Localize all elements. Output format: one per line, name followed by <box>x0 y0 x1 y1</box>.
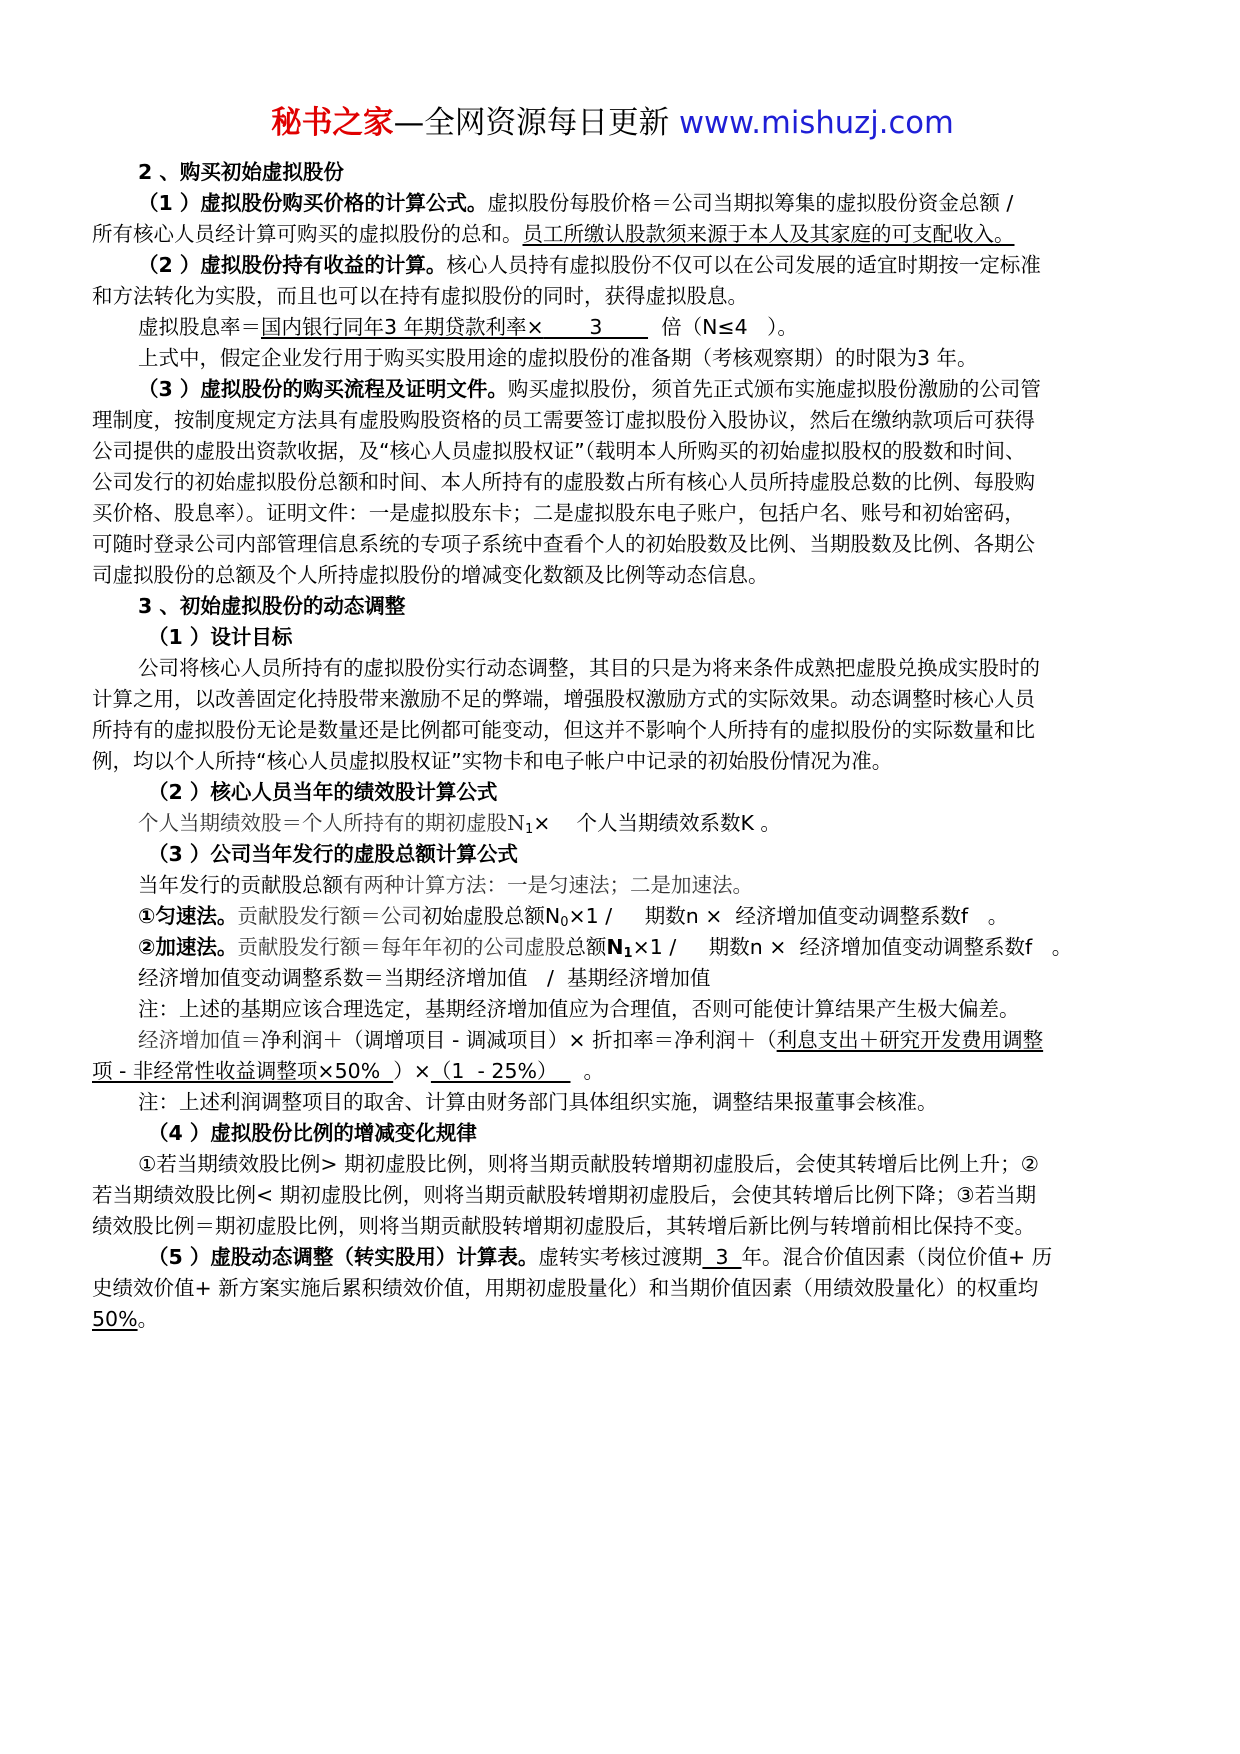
methods-intro <box>138 870 753 900</box>
weight-value: 50% <box>92 1307 138 1331</box>
header-slogan: —全网资源每日更新 <box>393 105 679 141</box>
method-2-title: ②加速法。 <box>138 935 238 959</box>
goal-line-2: 计算之用，以改善固定化持股带来激励不足的弊端，增强股权激励方式的实际效果。动态调整时核心人员 <box>92 687 1035 711</box>
paragraph-1-line-2 <box>92 219 1015 249</box>
method-2-total: 总额 <box>565 935 607 959</box>
eva-formula-line-2-end: 。 <box>570 1059 605 1083</box>
note-2: 注：上述利润调整项目的取舍、计算由财务部门具体组织实施，调整结果报董事会核准。 <box>138 1090 938 1114</box>
section-3-heading: 3 、初始虚拟股份的动态调整 <box>138 594 406 618</box>
eva-coefficient-formula: 经济增加值变动调整系数＝当期经济增加值 / 基期经济增加值 <box>138 966 711 990</box>
goal-line-1: 公司将核心人员所持有的虚拟股份实行动态调整，其目的只是为将来条件成熟把虚股兑换成实股时的 <box>138 656 1040 680</box>
paragraph-3 <box>138 374 1041 404</box>
performance-formula-left: 个人当期绩效股＝个人所持有的期初虚股N <box>138 811 525 835</box>
subsection-3-5 <box>148 1242 1052 1272</box>
paragraph-3-line-6: 可随时登录公司内部管理信息系统的专项子系统中查看个人的初始股数及比例、当期股数及比例、各期公 <box>92 532 1035 556</box>
eva-formula-body: 净利润＋（调增项目 - 调减项目）× 折扣率＝净利润＋（ <box>261 1028 777 1052</box>
brand-name: 秘书之家 <box>271 105 394 141</box>
paragraph-3-text: 购买虚拟股份，须首先正式颁布实施虚拟股份激励的公司管 <box>507 377 1041 401</box>
rule-line-2: 若当期绩效股比例< 期初虚股比例，则将当期贡献股转增期初虚股后，会使其转增后比例下降；③若当期 <box>92 1183 1037 1207</box>
eva-formula-underlined: 利息支出＋研究开发费用调整 <box>776 1028 1044 1052</box>
dividend-rate-formula <box>138 312 798 342</box>
method-1-title: ①匀速法。 <box>138 904 238 928</box>
paragraph-2-text: 核心人员持有虚拟股份不仅可以在公司发展的适宜时期按一定标准 <box>446 253 1041 277</box>
paragraph-3-line-2: 理制度，按制度规定方法具有虚股购股资格的员工需要签订虚拟股份入股协议，然后在缴纳款项后可获得 <box>92 408 1035 432</box>
paragraph-1-underlined-note: 员工所缴认股款须来源于本人及其家庭的可支配收入。 <box>522 222 1015 246</box>
method-1-left: 贡献股发行额＝公司 <box>237 904 422 928</box>
site-url-link[interactable]: www.mishuzj.com <box>678 105 954 141</box>
eva-formula-line-2 <box>92 1056 604 1086</box>
eva-formula-label: 经济增加值＝ <box>138 1028 261 1052</box>
method-2-left: 贡献股发行额＝每年年初的公司虚股 <box>237 935 566 959</box>
dividend-rate-multiplier: 3 <box>543 315 649 339</box>
goal-line-4: 例，均以个人所持“核心人员虚拟股权证”实物卡和电子帐户中记录的初始股份情况为准。 <box>92 749 893 773</box>
rule-line-1: ①若当期绩效股比例> 期初虚股比例，则将当期贡献股转增期初虚股后，会使其转增后比例上升；② <box>138 1152 1039 1176</box>
eva-formula-line-2-mid: ）× <box>393 1059 431 1083</box>
site-header <box>0 103 1225 143</box>
paragraph-1-line-2-text: 所有核心人员经计算可购买的虚拟股份的总和。 <box>92 222 523 246</box>
paragraph-3-title: （3 ）虚拟股份的购买流程及证明文件。 <box>138 377 508 401</box>
paragraph-1-text: 虚拟股份每股价格＝公司当期拟筹集的虚拟股份资金总额 / <box>487 191 1014 215</box>
method-2-right: ×1 / 期数n × 经济增加值变动调整系数f 。 <box>632 935 1073 959</box>
paragraph-2 <box>138 250 1041 280</box>
paragraph-1-title: （1 ）虚拟股份购买价格的计算公式。 <box>138 191 488 215</box>
method-1-base: 初始虚股总额N <box>421 904 561 928</box>
table-line-2: 史绩效价值+ 新方案实施后累积绩效价值，用期初虚股量化）和当期价值因素（用绩效股量化）的权重均 <box>92 1276 1039 1300</box>
methods-intro-label: 当年发行的贡献股总额 <box>138 873 343 897</box>
transition-period-tail: 年。混合价值因素（岗位价值+ 历 <box>741 1245 1053 1269</box>
goal-line-3: 所持有的虚拟股份无论是数量还是比例都可能变动，但这并不影响个人所持有的虚拟股份的实际数量和比 <box>92 718 1035 742</box>
note-1: 注：上述的基期应该合理选定，基期经济增加值应为合理值，否则可能使计算结果产生极大偏差。 <box>138 997 1020 1021</box>
eva-formula <box>138 1025 1043 1055</box>
method-1-subscript: 0 <box>560 915 569 930</box>
dividend-rate-base: 国内银行同年3 年期贷款利率× <box>261 315 544 339</box>
paragraph-2-line-2: 和方法转化为实股，而且也可以在持有虚拟股份的同时，获得虚拟股息。 <box>92 284 748 308</box>
method-2-n: N <box>606 935 624 959</box>
method-1-right: ×1 / 期数n × 经济增加值变动调整系数f 。 <box>568 904 1009 928</box>
paragraph-3-line-3: 公司提供的虚股出资款收据，及“核心人员虚拟股权证”（载明本人所购买的初始虚拟股权的股数和时间、 <box>92 439 1026 463</box>
rule-line-3: 绩效股比例＝期初虚股比例，则将当期贡献股转增期初虚股后，其转增后新比例与转增前相比保持不变。 <box>92 1214 1035 1238</box>
section-2-heading: 2 、购买初始虚拟股份 <box>138 160 344 184</box>
subsection-3-4-heading: （4 ）虚拟股份比例的增减变化规律 <box>148 1121 477 1145</box>
paragraph-3-line-4: 公司发行的初始虚拟股份总额和时间、本人所持有的虚股数占所有核心人员所持虚股总数的比例、每股购 <box>92 470 1035 494</box>
dividend-rate-label: 虚拟股息率＝ <box>138 315 261 339</box>
assumption-text: 上式中，假定企业发行用于购买实股用途的虚拟股份的准备期（考核观察期）的时限为3 年。 <box>138 346 978 370</box>
paragraph-3-line-5: 买价格、股息率）。证明文件：一是虚拟股东卡；二是虚拟股东电子账户，包括户名、账号和初始密码， <box>92 501 1025 525</box>
table-line-3 <box>92 1304 158 1334</box>
paragraph-1 <box>138 188 1013 218</box>
performance-formula-right: × 个人当期绩效系数K 。 <box>533 811 781 835</box>
subsection-3-2-heading: （2 ）核心人员当年的绩效股计算公式 <box>148 780 498 804</box>
transition-period-years: 3 <box>702 1245 742 1269</box>
methods-intro-text: 有两种计算方法：一是匀速法；二是加速法。 <box>343 873 753 897</box>
table-line-3-end: 。 <box>137 1307 159 1331</box>
method-2-subscript: 1 <box>623 946 633 961</box>
subsection-3-5-heading: （5 ）虚股动态调整（转实股用）计算表。 <box>148 1245 539 1269</box>
paragraph-2-title: （2 ）虚拟股份持有收益的计算。 <box>138 253 447 277</box>
eva-formula-tax-factor: （1 - 25%） <box>430 1059 571 1083</box>
transition-period-label: 虚转实考核过渡期 <box>538 1245 703 1269</box>
paragraph-3-line-7: 司虚拟股份的总额及个人所持虚拟股份的增减变化数额及比例等动态信息。 <box>92 563 769 587</box>
subsection-3-3-heading: （3 ）公司当年发行的虚股总额计算公式 <box>148 842 518 866</box>
eva-formula-line-2-underlined: 项 - 非经常性收益调整项×50% <box>92 1059 394 1083</box>
subsection-3-1-heading: （1 ）设计目标 <box>148 625 293 649</box>
dividend-rate-tail: 倍（N≤4 ）。 <box>648 315 798 339</box>
performance-formula-subscript: 1 <box>524 822 534 837</box>
